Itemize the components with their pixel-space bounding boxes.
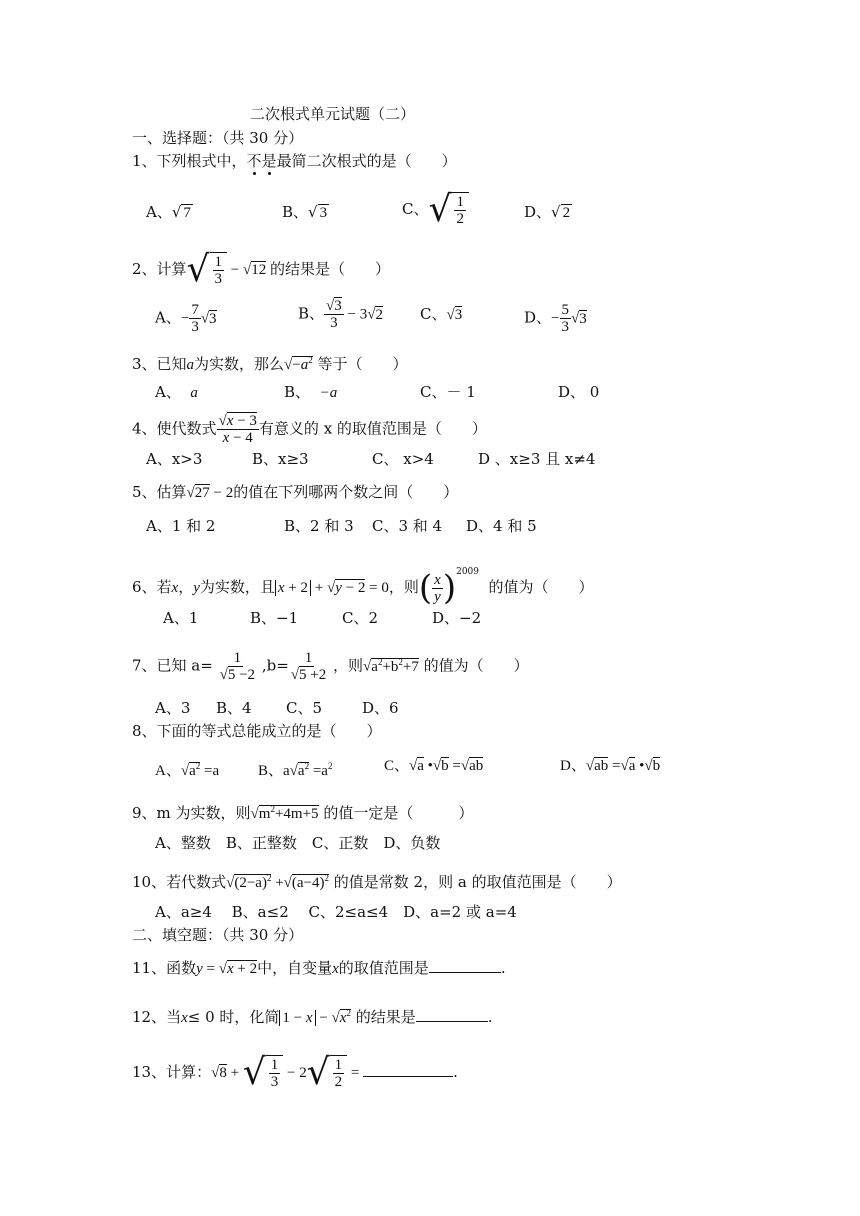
answer-blank[interactable] [429,958,501,973]
page-title: 二次根式单元试题（二） [250,105,416,123]
answer-blank[interactable] [416,1007,488,1022]
question-6-stem: 6、若x，y为实数，且 x + 2 + √y − 2 = 0，则( $\frac{x}{y}$ )$^{2009}$ 的值为（ ） [132,567,594,608]
question-7-option-a: A、3 [155,699,191,717]
question-5-option-b: B、2 和 3 [284,517,354,535]
question-4-option-a: A、x>3 [146,450,203,468]
question-5-option-d: D、4 和 5 [466,517,537,535]
question-3-option-a: A、 a [155,383,198,401]
question-12-stem: 12、当x≤ 0 时，化简 $1 - x - √x^2$ 的结果是 . [132,1008,493,1026]
question-11-stem: 11、函数y = √x + 2中，自变量x的取值范围是 . [132,959,506,977]
question-2-option-c: C、√3 [420,305,463,323]
question-8-option-a: A、$√a^2 =a$ [155,761,220,779]
question-3-option-d: D、 0 [558,383,600,401]
question-8-stem: 8、下面的等式总能成立的是（ ） [132,722,382,740]
question-3-option-c: C、－ 1 [420,383,476,401]
question-4-option-b: B、x≥3 [252,450,309,468]
question-7-option-d: D、6 [362,699,399,717]
question-2-option-a: A、− $\frac{7}{3}$ √3 [155,302,217,335]
question-4-option-c: C、 x>4 [372,450,434,468]
question-1-option-c: C、 √ $\frac{1}{2}$ [402,192,469,228]
question-3-option-b: B、 −a [284,383,338,401]
question-6-option-b: B、−1 [250,609,299,627]
section-heading-fill: 二、填空题：（共 30 分） [132,926,304,944]
question-4-stem: 4、使代数式 $\frac{√x - 3}{x - 4}$ 有意义的 x 的取值范围是（ ） [132,413,487,446]
question-1-option-b: B、√ 3 [282,203,328,221]
section-heading-choice: 一、选择题：（共 30 分） [132,129,304,147]
question-3-stem: 3、已知a为实数，那么$√-a^2$ 等于（ ） [132,355,408,373]
question-1-options: A、√ 7 [146,203,191,221]
question-5-option-a: A、1 和 2 [146,517,216,535]
question-10-stem: 10、若代数式$√(2-a)^2 +√(a-4)^2$ 的值是常数 2，则 a 的取值范围是（ ） [132,873,622,891]
question-1-stem: 1、下列根式中，不是最简二次根式的是（ ） [132,152,457,170]
question-2-option-d: D、− $\frac{5}{3}$ √3 [524,302,587,335]
question-5-stem: 5、估算√27 − 2的值在下列哪两个数之间（ ） [132,483,459,501]
question-2-option-b: B、 $\frac{√3}{3}$ − 3√2 [298,298,383,331]
question-6-option-d: D、−2 [432,609,482,627]
question-7-stem: 7、已知 a= $\frac{1}{√5 -2}$ ,b= $\frac{1}{√5 +2}$ ，则$√a^2+b^2+7$ 的值为（ ） [132,650,529,683]
question-9-stem: 9、m 为实数，则$√m^2+4m+5$ 的值一定是（ ） [132,804,474,822]
question-2-stem: 2、计算 √ $\frac{1}{3}$ − √12 的结果是（ ） [132,249,390,290]
question-9-options: A、整数 B、正整数 C、正数 D、负数 [155,834,441,852]
question-8-option-d: D、√ab =√a •√b [560,758,661,774]
question-5-option-c: C、3 和 4 [372,517,443,535]
question-6-option-a: A、1 [163,609,199,627]
question-7-option-c: C、5 [286,699,323,717]
answer-blank[interactable] [363,1062,453,1077]
question-10-options: A、a≥4 B、a≤2 C、2≤a≤4 D、a=2 或 a=4 [155,903,517,921]
question-8-option-c: C、√a •√b =√ab [384,758,484,774]
question-13-stem: 13、计算：√8 + √ $\frac{1}{3}$ − 2 √ $\frac{1}{2}$ = . [132,1052,458,1093]
question-6-option-c: C、2 [342,609,379,627]
question-1-option-d: D、√ 2 [524,203,571,221]
question-7-option-b: B、4 [216,699,252,717]
question-8-option-b: B、$a√a^2 =a^2$ [258,761,333,779]
question-4-option-d: D 、x≥3 且 x≠4 [478,450,596,468]
